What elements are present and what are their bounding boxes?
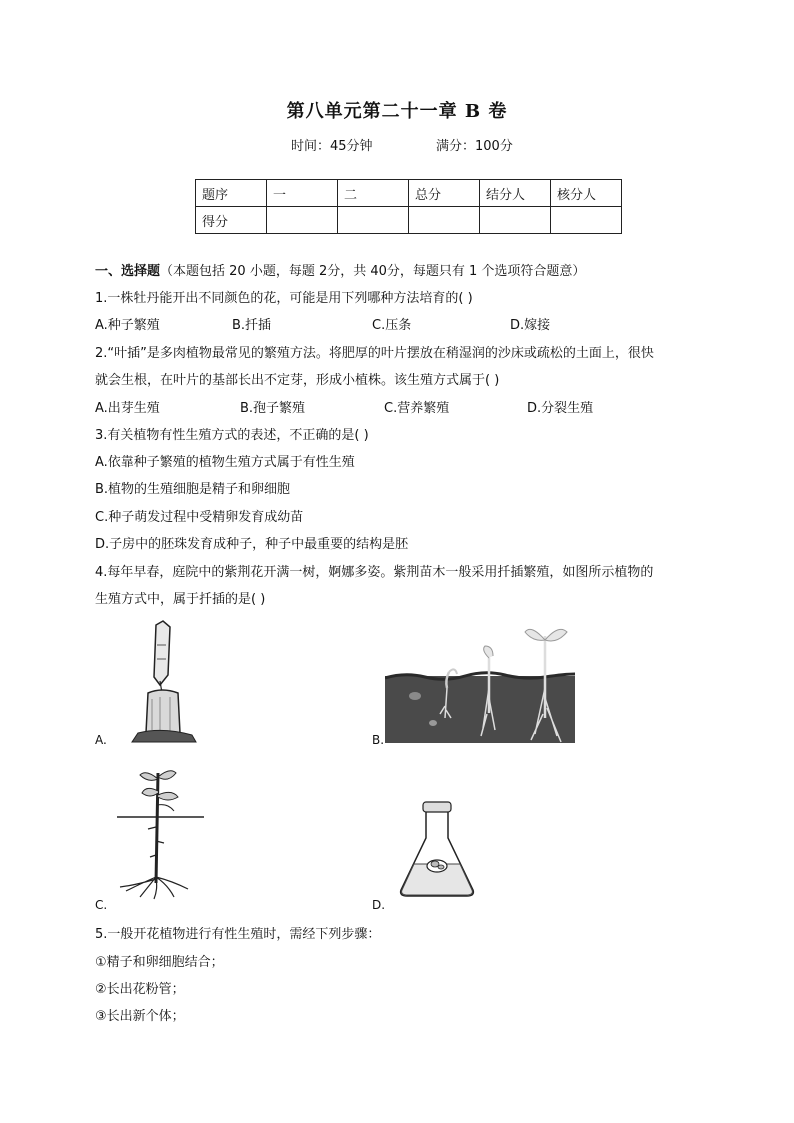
score-cell: 题序 bbox=[196, 180, 267, 207]
q3-option-d: D.子房中的胚珠发育成种子，种子中最重要的结构是胚 bbox=[95, 537, 409, 552]
q2-option-b: B.孢子繁殖 bbox=[240, 401, 306, 416]
score-cell: 一 bbox=[267, 180, 338, 207]
q2-option-c: C.营养繁殖 bbox=[384, 401, 450, 416]
section-title: 一、选择题 bbox=[95, 264, 161, 279]
question-4-stem-line2: 生殖方式中，属于扦插的是( ) bbox=[95, 592, 266, 607]
score-cell bbox=[551, 207, 622, 234]
score-cell: 二 bbox=[338, 180, 409, 207]
q4-image-b-label: B. bbox=[372, 733, 385, 747]
q4-image-d-label: D. bbox=[372, 898, 386, 912]
q4-image-c-label: C. bbox=[95, 898, 108, 912]
q3-option-a: A.依靠种子繁殖的植物生殖方式属于有性生殖 bbox=[95, 455, 355, 470]
question-2-stem-line2: 就会生根，在叶片的基部长出不定芽，形成小植株。该生殖方式属于( ) bbox=[95, 373, 500, 388]
q1-option-c: C.压条 bbox=[372, 318, 412, 333]
score-cell: 总分 bbox=[409, 180, 480, 207]
score-cell bbox=[338, 207, 409, 234]
question-3-stem: 3.有关植物有性生殖方式的表述，不正确的是( ) bbox=[95, 428, 369, 443]
q2-option-a: A.出芽生殖 bbox=[95, 401, 160, 416]
tissue-culture-flask-image bbox=[395, 800, 480, 900]
q5-step-2: ②长出花粉管； bbox=[95, 982, 185, 997]
q2-option-d: D.分裂生殖 bbox=[527, 401, 594, 416]
score-cell bbox=[267, 207, 338, 234]
question-1-stem: 1.一株牡丹能开出不同颜色的花，可能是用下列哪种方法培育的( ) bbox=[95, 291, 473, 306]
score-cell bbox=[409, 207, 480, 234]
question-4-stem-line1: 4.每年早春，庭院中的紫荆花开满一树，婀娜多姿。紫荆苗木一般采用扦插繁殖，如图所示植物的 bbox=[95, 565, 654, 580]
q3-option-b: B.植物的生殖细胞是精子和卵细胞 bbox=[95, 482, 291, 497]
score-table-score-row bbox=[196, 207, 622, 234]
q1-option-a: A.种子繁殖 bbox=[95, 318, 160, 333]
score-cell: 核分人 bbox=[551, 180, 622, 207]
section-heading bbox=[95, 260, 585, 279]
grafting-image bbox=[108, 615, 233, 743]
seedling-germination-image bbox=[385, 618, 575, 743]
score-table-header-row bbox=[196, 180, 622, 207]
q5-step-1: ①精子和卵细胞结合； bbox=[95, 955, 224, 970]
q1-option-b: B.扦插 bbox=[232, 318, 272, 333]
score-cell: 得分 bbox=[196, 207, 267, 234]
score-cell bbox=[480, 207, 551, 234]
cutting-image bbox=[112, 765, 207, 900]
question-2-stem-line1: 2.“叶插”是多肉植物最常见的繁殖方法。将肥厚的叶片摆放在稍湿润的沙床或疏松的土面上，很快 bbox=[95, 346, 654, 361]
exam-time: 时间：45分钟 bbox=[291, 139, 373, 154]
q5-step-3: ③长出新个体； bbox=[95, 1009, 185, 1024]
q4-image-a-label: A. bbox=[95, 733, 107, 747]
q3-option-c: C.种子萌发过程中受精卵发育成幼苗 bbox=[95, 510, 304, 525]
section-note: （本题包括 20 小题，每题 2分，共 40分，每题只有 1 个选项符合题意） bbox=[160, 264, 586, 279]
exam-full-score: 满分：100分 bbox=[436, 139, 513, 154]
question-5-stem: 5.一般开花植物进行有性生殖时，需经下列步骤： bbox=[95, 927, 381, 942]
page-title: 第八单元第二十一章 B 卷 bbox=[286, 101, 508, 122]
score-cell: 结分人 bbox=[480, 180, 551, 207]
score-table bbox=[195, 179, 622, 234]
q1-option-d: D.嫁接 bbox=[510, 318, 551, 333]
